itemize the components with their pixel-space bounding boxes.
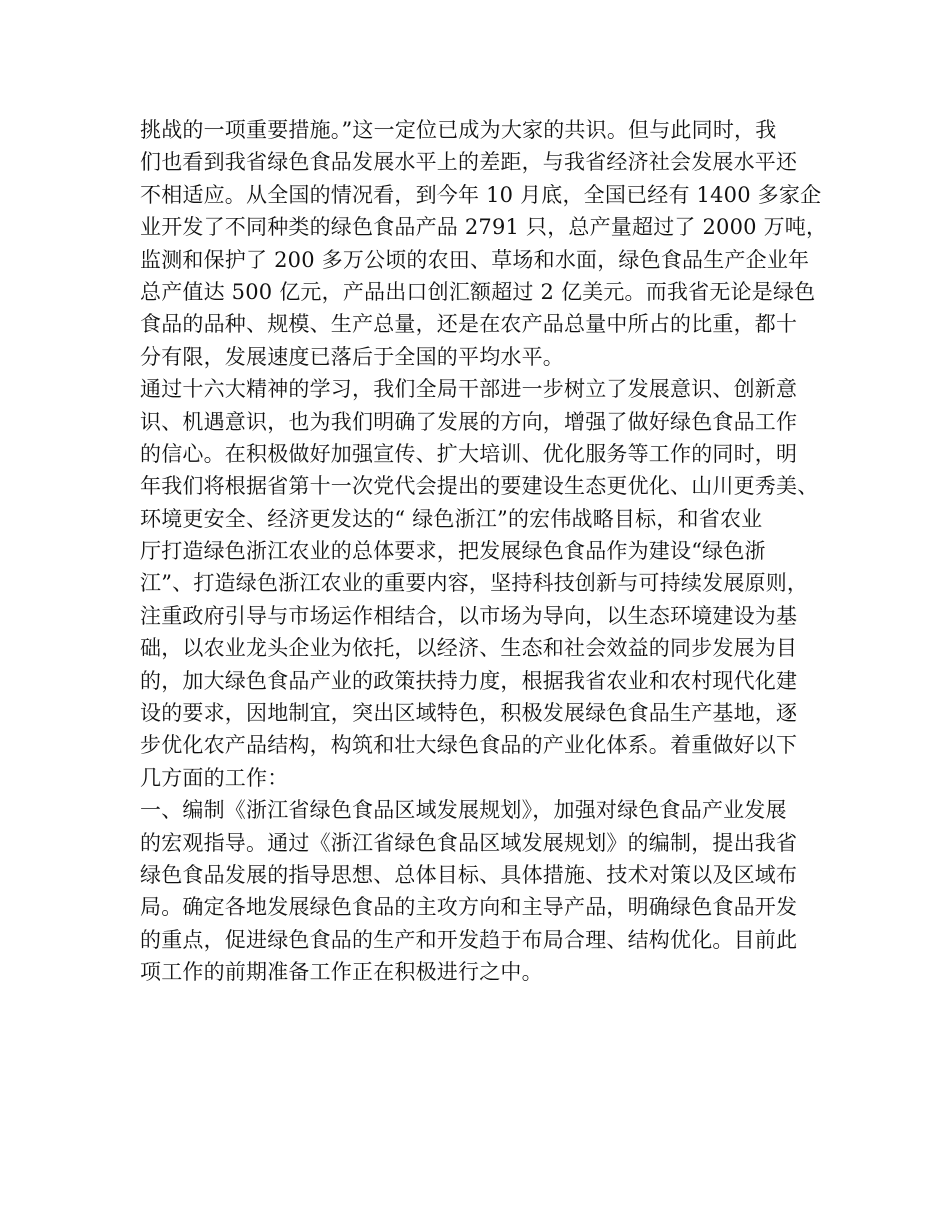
text-line: 不相适应。从全国的情况看，到今年 10 月底，全国已经有 1400 多家企	[140, 182, 822, 207]
text-line: 的，加大绿色食品产业的政策扶持力度，根据我省农业和农村现代化建	[140, 668, 798, 693]
text-line: 设的要求，因地制宜，突出区域特色，积极发展绿色食品生产基地，逐	[140, 701, 798, 726]
text-line: 们也看到我省绿色食品发展水平上的差距，与我省经济社会发展水平还	[140, 150, 798, 175]
text-line: 绿色食品发展的指导思想、总体目标、具体措施、技术对策以及区域布	[140, 862, 798, 887]
text-line: 业开发了不同种类的绿色食品产品 2791 只，总产量超过了 2000 万吨，	[140, 215, 828, 240]
text-line: 的重点，促进绿色食品的生产和开发趋于布局合理、结构优化。目前此	[140, 927, 798, 952]
text-line: 一、编制《浙江省绿色食品区域发展规划》，加强对绿色食品产业发展	[140, 798, 787, 823]
text-line: 年我们将根据省第十一次党代会提出的要建设生态更优化、山川更秀美、	[140, 474, 819, 499]
text-line: 础，以农业龙头企业为依托，以经济、生态和社会效益的同步发展为目	[140, 636, 798, 661]
text-line: 挑战的一项重要措施。”这一定位已成为大家的共识。但与此同时，我	[140, 118, 777, 142]
text-line: 分有限，发展速度已落后于全国的平均水平。	[140, 344, 564, 369]
text-line: 项工作的前期准备工作正在积极进行之中。	[140, 960, 543, 985]
text-line: 通过十六大精神的学习，我们全局干部进一步树立了发展意识、创新意	[140, 377, 798, 402]
text-line: 局。确定各地发展绿色食品的主攻方向和主导产品，明确绿色食品开发	[140, 895, 798, 920]
text-line: 总产值达 500 亿元，产品出口创汇额超过 2 亿美元。而我省无论是绿色	[140, 279, 816, 304]
text-line: 厅打造绿色浙江农业的总体要求，把发展绿色食品作为建设“绿色浙	[140, 539, 766, 564]
text-line: 环境更安全、经济更发达的“ 绿色浙江”的宏伟战略目标，和省农业	[140, 506, 763, 531]
text-line: 食品的品种、规模、生产总量，还是在农产品总量中所占的比重，都十	[140, 312, 798, 337]
text-line: 监测和保护了 200 多万公顷的农田、草场和水面，绿色食品生产企业年	[140, 247, 810, 272]
text-line: 江”、打造绿色浙江农业的重要内容，坚持科技创新与可持续发展原则，	[140, 571, 809, 596]
text-line: 的信心。在积极做好加强宣传、扩大培训、优化服务等工作的同时，明	[140, 441, 798, 466]
document-body	[140, 114, 828, 989]
text-line: 注重政府引导与市场运作相结合，以市场为导向，以生态环境建设为基	[140, 603, 798, 628]
text-line: 步优化农产品结构，构筑和壮大绿色食品的产业化体系。着重做好以下	[140, 733, 798, 758]
text-line: 几方面的工作：	[140, 765, 289, 790]
text-line: 的宏观指导。通过《浙江省绿色食品区域发展规划》的编制，提出我省	[140, 830, 798, 855]
text-line: 识、机遇意识，也为我们明确了发展的方向，增强了做好绿色食品工作	[140, 409, 798, 434]
